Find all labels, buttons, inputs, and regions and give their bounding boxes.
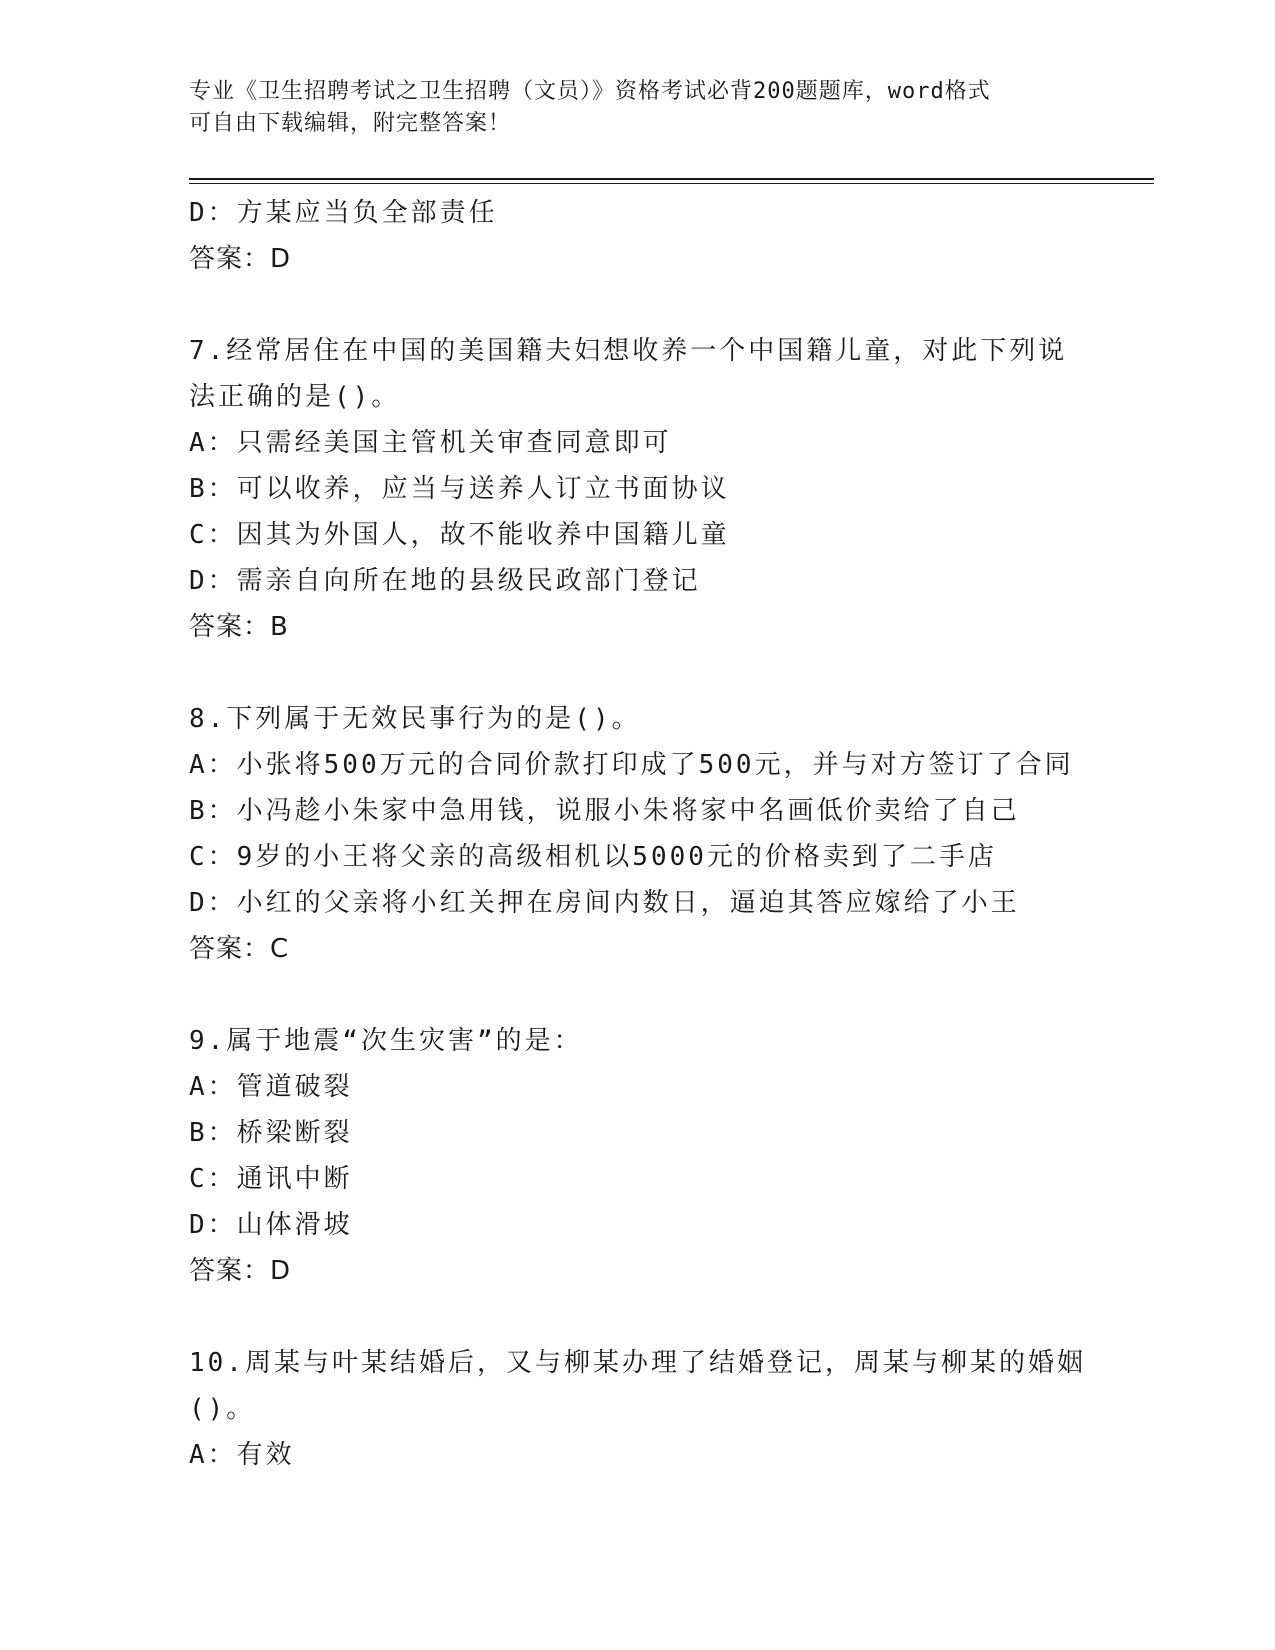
question-6-answer: 答案：D	[189, 244, 292, 274]
question-10-option-a: A：有效	[189, 1440, 295, 1470]
question-9-option-b: B：桥梁断裂	[189, 1118, 353, 1148]
question-6	[189, 190, 1089, 282]
question-7-option-d: D：需亲自向所在地的县级民政部门登记	[189, 566, 701, 596]
question-9-option-a: A：管道破裂	[189, 1072, 353, 1102]
header-divider-thick	[189, 178, 1154, 180]
header-divider-thin	[189, 183, 1154, 184]
question-7-stem-line-1: 7.经常居住在中国的美国籍夫妇想收养一个中国籍儿童，对此下列说	[189, 336, 1068, 366]
question-10-stem-line-1: 10.周某与叶某结婚后，又与柳某办理了结婚登记，周某与柳某的婚姻	[189, 1348, 1086, 1378]
question-list	[189, 190, 1089, 1478]
question-9-stem: 9.属于地震“次生灾害”的是：	[189, 1026, 583, 1056]
question-7	[189, 328, 1089, 650]
question-8-option-a: A：小张将500万元的合同价款打印成了500元，并与对方签订了合同	[189, 750, 1074, 780]
question-8-answer: 答案：C	[189, 934, 290, 964]
question-9-option-d: D：山体滑坡	[189, 1210, 353, 1240]
question-7-option-b: B：可以收养，应当与送养人订立书面协议	[189, 474, 730, 504]
question-10-stem-line-2: ()。	[189, 1394, 256, 1424]
question-7-option-c: C：因其为外国人，故不能收养中国籍儿童	[189, 520, 730, 550]
question-7-option-a: A：只需经美国主管机关审查同意即可	[189, 428, 672, 458]
question-6-option-d: D：方某应当负全部责任	[189, 198, 498, 228]
question-8-option-b: B：小冯趁小朱家中急用钱，说服小朱将家中名画低价卖给了自己	[189, 796, 1020, 826]
question-10	[189, 1340, 1089, 1478]
header-title-line-1: 专业《卫生招聘考试之卫生招聘（文员）》资格考试必背200题题库，word格式	[189, 79, 991, 104]
page-header	[189, 76, 1089, 140]
header-title-line-2: 可自由下载编辑，附完整答案！	[189, 111, 512, 136]
question-7-stem-line-2: 法正确的是()。	[189, 382, 401, 412]
question-8-option-c: C：9岁的小王将父亲的高级相机以5000元的价格卖到了二手店	[189, 842, 997, 872]
question-7-answer: 答案：B	[189, 612, 289, 642]
question-9-option-c: C：通讯中断	[189, 1164, 353, 1194]
question-8	[189, 696, 1089, 972]
question-8-stem: 8.下列属于无效民事行为的是()。	[189, 704, 641, 734]
question-8-option-d: D：小红的父亲将小红关押在房间内数日，逼迫其答应嫁给了小王	[189, 888, 1020, 918]
question-9	[189, 1018, 1089, 1294]
question-9-answer: 答案：D	[189, 1256, 292, 1286]
